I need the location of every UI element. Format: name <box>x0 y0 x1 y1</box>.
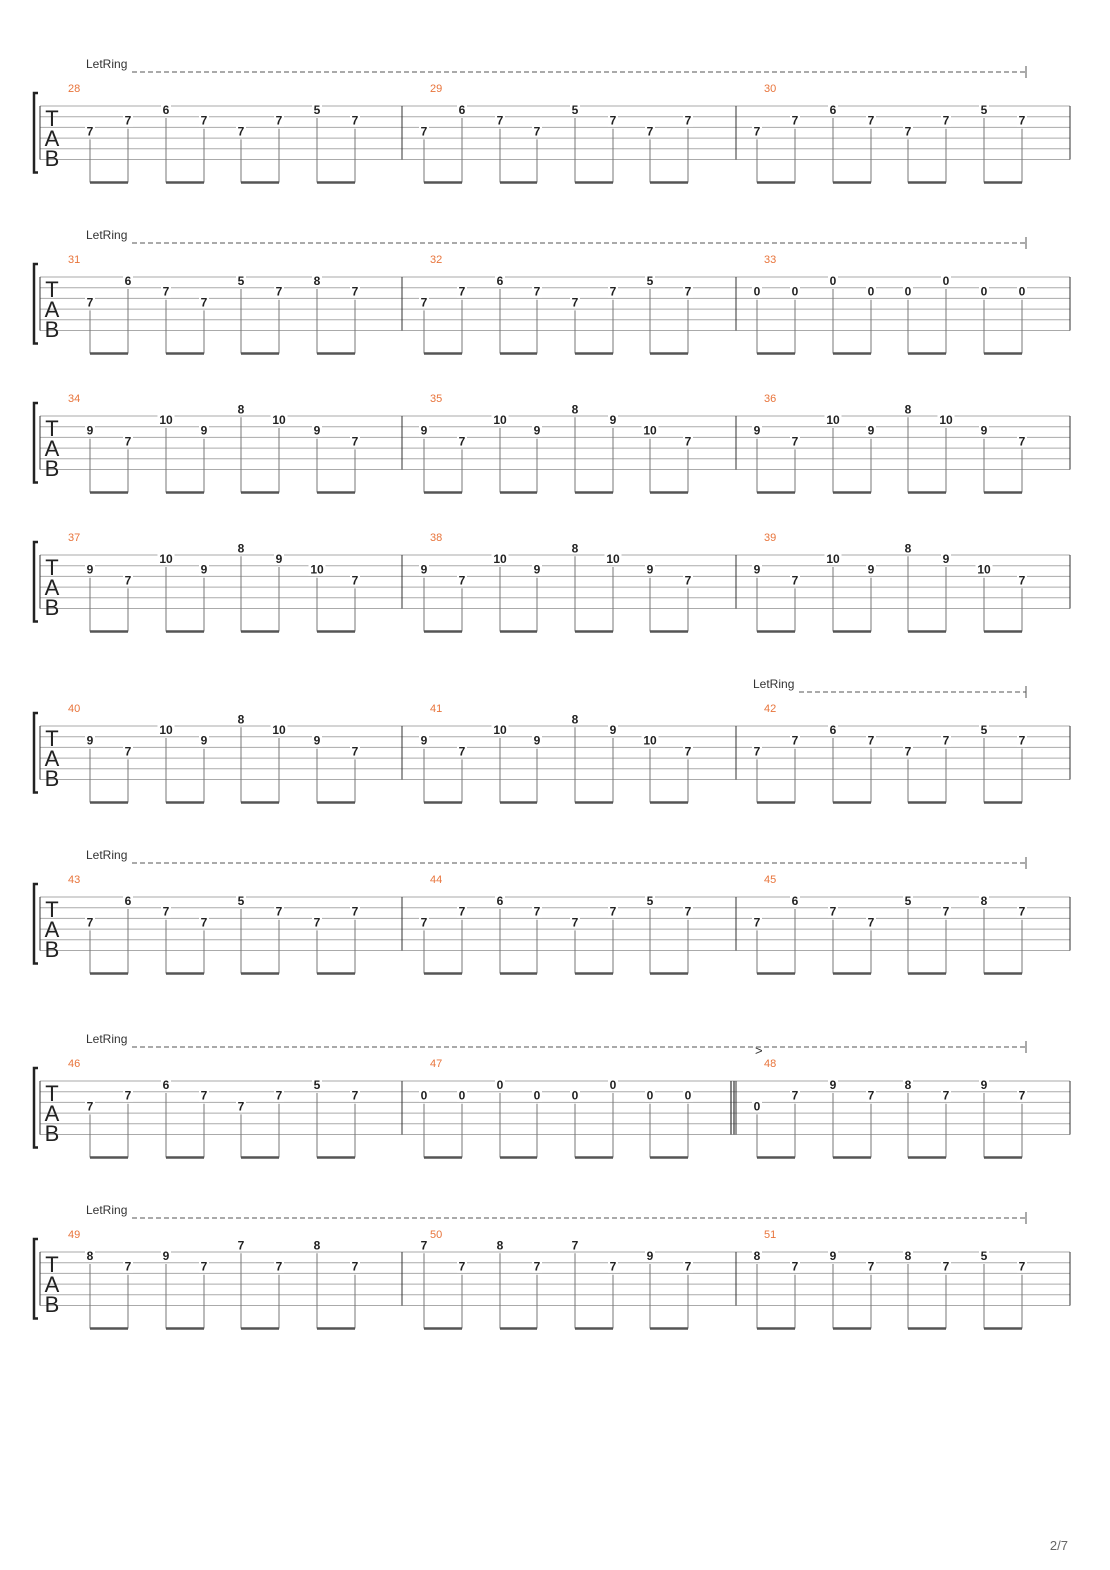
measure-number: 41 <box>430 703 443 715</box>
measure-number: 37 <box>68 532 81 544</box>
fret-number: 6 <box>791 894 799 908</box>
fret-number: 7 <box>571 295 579 310</box>
tab-clef-letter: B <box>44 595 60 620</box>
system-bracket <box>34 1239 38 1319</box>
fret-number: 9 <box>753 562 761 577</box>
fret-number: 7 <box>1018 573 1026 588</box>
tab-clef-letter: T <box>45 555 59 580</box>
fret-number: 7 <box>867 113 875 128</box>
measure-number: 31 <box>68 254 81 266</box>
fret-number: 9 <box>420 733 428 748</box>
fret-number: 8 <box>904 541 912 556</box>
tab-clef-letter: B <box>44 937 60 962</box>
fret-number: 10 <box>606 552 620 566</box>
fret-number: 7 <box>351 573 359 588</box>
fret-number: 7 <box>1018 1259 1026 1274</box>
fret-number: 9 <box>829 1249 837 1263</box>
fret-number: 7 <box>200 113 208 128</box>
fret-number: 8 <box>237 712 245 727</box>
fret-number: 7 <box>420 295 428 310</box>
measure-number: 48 <box>764 1058 777 1070</box>
fret-number: 0 <box>980 284 988 299</box>
fret-number: 7 <box>867 1088 875 1103</box>
measure-number: 43 <box>68 874 81 886</box>
tab-clef-letter: A <box>44 126 60 151</box>
system-bracket <box>34 403 38 483</box>
let-ring-label: LetRing <box>753 677 795 691</box>
measure-number: 51 <box>764 1229 777 1241</box>
fret-number: 5 <box>980 723 988 737</box>
fret-number: 5 <box>646 274 654 288</box>
tab-clef-letter: T <box>45 1081 59 1106</box>
fret-number: 5 <box>237 894 245 908</box>
fret-number: 7 <box>1018 113 1026 128</box>
tab-clef-letter: A <box>44 575 60 600</box>
fret-number: 7 <box>458 1259 466 1274</box>
fret-number: 8 <box>753 1249 761 1263</box>
fret-number: 7 <box>791 573 799 588</box>
fret-number: 6 <box>496 894 504 908</box>
tab-clef-letter: B <box>44 1292 60 1317</box>
fret-number: 7 <box>313 915 321 930</box>
fret-number: 8 <box>237 402 245 417</box>
fret-number: 0 <box>867 284 875 299</box>
fret-number: 7 <box>1018 904 1026 919</box>
fret-number: 7 <box>1018 733 1026 748</box>
measure-number: 40 <box>68 703 81 715</box>
fret-number: 8 <box>313 1238 321 1253</box>
fret-number: 0 <box>496 1078 504 1092</box>
fret-number: 7 <box>420 124 428 139</box>
fret-number: 6 <box>458 103 466 117</box>
fret-number: 10 <box>159 552 173 566</box>
fret-number: 7 <box>237 1099 245 1114</box>
tab-clef-letter: T <box>45 277 59 302</box>
fret-number: 9 <box>533 733 541 748</box>
fret-number: 7 <box>867 733 875 748</box>
fret-number: 10 <box>272 413 286 427</box>
tab-clef-letter: A <box>44 297 60 322</box>
fret-number: 0 <box>420 1088 428 1103</box>
fret-number: 10 <box>310 562 324 577</box>
measure-number: 45 <box>764 874 777 886</box>
measure-number: 36 <box>764 393 777 405</box>
tab-clef-letter: T <box>45 897 59 922</box>
fret-number: 7 <box>275 1259 283 1274</box>
fret-number: 9 <box>275 552 283 566</box>
measure-number: 33 <box>764 254 777 266</box>
fret-number: 9 <box>829 1078 837 1092</box>
measure-number: 35 <box>430 393 443 405</box>
tab-clef-letter: A <box>44 917 60 942</box>
fret-number: 9 <box>753 423 761 438</box>
fret-number: 7 <box>237 124 245 139</box>
fret-number: 7 <box>124 573 132 588</box>
fret-number: 7 <box>420 1238 428 1253</box>
fret-number: 10 <box>493 413 507 427</box>
fret-number: 6 <box>829 103 837 117</box>
fret-number: 7 <box>458 284 466 299</box>
fret-number: 7 <box>867 1259 875 1274</box>
fret-number: 7 <box>200 295 208 310</box>
let-ring-label: LetRing <box>86 228 128 242</box>
fret-number: 7 <box>684 1259 692 1274</box>
fret-number: 6 <box>124 274 132 288</box>
fret-number: 7 <box>162 284 170 299</box>
measure-number: 30 <box>764 83 777 95</box>
fret-number: 7 <box>684 904 692 919</box>
measure-number: 39 <box>764 532 777 544</box>
fret-number: 7 <box>351 1259 359 1274</box>
fret-number: 7 <box>124 1259 132 1274</box>
fret-number: 7 <box>684 113 692 128</box>
fret-number: 8 <box>571 541 579 556</box>
fret-number: 5 <box>980 103 988 117</box>
fret-number: 7 <box>904 744 912 759</box>
measure-number: 44 <box>430 874 443 886</box>
fret-number: 7 <box>420 915 428 930</box>
fret-number: 9 <box>200 423 208 438</box>
tab-clef-letter: B <box>44 1121 60 1146</box>
fret-number: 8 <box>86 1249 94 1263</box>
tab-clef-letter: T <box>45 726 59 751</box>
fret-number: 7 <box>791 113 799 128</box>
fret-number: 9 <box>420 562 428 577</box>
fret-number: 7 <box>200 1259 208 1274</box>
fret-number: 5 <box>904 894 912 908</box>
staff-system <box>34 57 1070 183</box>
system-bracket <box>34 884 38 964</box>
fret-number: 6 <box>124 894 132 908</box>
measure-number: 29 <box>430 83 443 95</box>
measure-number: 50 <box>430 1229 443 1241</box>
let-ring-label: LetRing <box>86 848 128 862</box>
fret-number: 7 <box>275 113 283 128</box>
staff-system <box>34 1203 1070 1329</box>
fret-number: 9 <box>980 423 988 438</box>
fret-number: 7 <box>86 295 94 310</box>
fret-number: 8 <box>571 402 579 417</box>
fret-number: 5 <box>313 1078 321 1092</box>
fret-number: 9 <box>86 423 94 438</box>
fret-number: 7 <box>609 113 617 128</box>
fret-number: 7 <box>753 915 761 930</box>
staff-system <box>34 677 1070 803</box>
fret-number: 0 <box>904 284 912 299</box>
fret-number: 8 <box>496 1238 504 1253</box>
fret-number: 7 <box>609 284 617 299</box>
fret-number: 0 <box>753 284 761 299</box>
fret-number: 9 <box>867 562 875 577</box>
fret-number: 7 <box>684 744 692 759</box>
measure-number: 38 <box>430 532 443 544</box>
tab-clef-letter: T <box>45 106 59 131</box>
measure-number: 49 <box>68 1229 81 1241</box>
staff-system <box>34 1032 1070 1158</box>
fret-number: 10 <box>643 423 657 438</box>
fret-number: 9 <box>313 423 321 438</box>
fret-number: 0 <box>684 1088 692 1103</box>
measure-number: 42 <box>764 703 777 715</box>
fret-number: 10 <box>272 723 286 737</box>
fret-number: 8 <box>571 712 579 727</box>
fret-number: 7 <box>609 904 617 919</box>
fret-number: 7 <box>496 113 504 128</box>
fret-number: 0 <box>458 1088 466 1103</box>
fret-number: 7 <box>904 124 912 139</box>
staff-system <box>34 228 1070 354</box>
fret-number: 8 <box>980 894 988 908</box>
fret-number: 9 <box>533 562 541 577</box>
fret-number: 7 <box>609 1259 617 1274</box>
fret-number: 5 <box>571 103 579 117</box>
fret-number: 7 <box>237 1238 245 1253</box>
fret-number: 7 <box>791 1088 799 1103</box>
tab-clef-letter: B <box>44 456 60 481</box>
system-bracket <box>34 1068 38 1148</box>
fret-number: 9 <box>86 562 94 577</box>
fret-number: 9 <box>533 423 541 438</box>
measure-number: 47 <box>430 1058 443 1070</box>
measure-number: 28 <box>68 83 81 95</box>
page-number: 2/7 <box>1049 1538 1068 1553</box>
fret-number: 10 <box>643 733 657 748</box>
fret-number: 10 <box>159 723 173 737</box>
fret-number: 7 <box>351 744 359 759</box>
fret-number: 7 <box>200 1088 208 1103</box>
fret-number: 9 <box>867 423 875 438</box>
fret-number: 7 <box>458 904 466 919</box>
fret-number: 7 <box>942 904 950 919</box>
fret-number: 0 <box>753 1099 761 1114</box>
fret-number: 7 <box>753 744 761 759</box>
fret-number: 9 <box>420 423 428 438</box>
tab-clef-letter: B <box>44 146 60 171</box>
fret-number: 7 <box>684 573 692 588</box>
fret-number: 9 <box>162 1249 170 1263</box>
fret-number: 0 <box>791 284 799 299</box>
fret-number: 7 <box>1018 434 1026 449</box>
fret-number: 7 <box>351 113 359 128</box>
fret-number: 7 <box>124 744 132 759</box>
fret-number: 7 <box>458 434 466 449</box>
fret-number: 9 <box>646 562 654 577</box>
fret-number: 5 <box>313 103 321 117</box>
fret-number: 7 <box>86 915 94 930</box>
tab-clef-letter: A <box>44 1101 60 1126</box>
fret-number: 9 <box>86 733 94 748</box>
fret-number: 7 <box>791 733 799 748</box>
fret-number: 9 <box>200 562 208 577</box>
fret-number: 0 <box>533 1088 541 1103</box>
measure-number: 46 <box>68 1058 81 1070</box>
fret-number: 9 <box>609 723 617 737</box>
fret-number: 7 <box>942 1088 950 1103</box>
tab-clef-letter: A <box>44 436 60 461</box>
accent-mark: > <box>755 1043 763 1058</box>
fret-number: 7 <box>791 434 799 449</box>
fret-number: 7 <box>684 434 692 449</box>
fret-number: 9 <box>646 1249 654 1263</box>
fret-number: 6 <box>162 1078 170 1092</box>
fret-number: 7 <box>124 434 132 449</box>
fret-number: 5 <box>237 274 245 288</box>
fret-number: 10 <box>159 413 173 427</box>
staff-system <box>34 532 1070 632</box>
fret-number: 7 <box>458 744 466 759</box>
fret-number: 7 <box>753 124 761 139</box>
fret-number: 7 <box>571 1238 579 1253</box>
staff-system <box>34 393 1070 493</box>
fret-number: 0 <box>571 1088 579 1103</box>
fret-number: 9 <box>200 733 208 748</box>
fret-number: 7 <box>275 284 283 299</box>
let-ring-label: LetRing <box>86 57 128 71</box>
fret-number: 7 <box>124 113 132 128</box>
fret-number: 8 <box>904 1249 912 1263</box>
fret-number: 9 <box>942 552 950 566</box>
fret-number: 7 <box>351 284 359 299</box>
fret-number: 7 <box>684 284 692 299</box>
fret-number: 7 <box>86 1099 94 1114</box>
fret-number: 0 <box>646 1088 654 1103</box>
fret-number: 7 <box>458 573 466 588</box>
fret-number: 6 <box>162 103 170 117</box>
measure-number: 34 <box>68 393 81 405</box>
fret-number: 6 <box>496 274 504 288</box>
let-ring-label: LetRing <box>86 1032 128 1046</box>
fret-number: 7 <box>646 124 654 139</box>
fret-number: 10 <box>826 413 840 427</box>
tab-clef-letter: B <box>44 317 60 342</box>
fret-number: 8 <box>237 541 245 556</box>
fret-number: 7 <box>571 915 579 930</box>
measure-number: 32 <box>430 254 443 266</box>
fret-number: 7 <box>533 284 541 299</box>
fret-number: 7 <box>533 124 541 139</box>
fret-number: 9 <box>609 413 617 427</box>
fret-number: 10 <box>939 413 953 427</box>
fret-number: 7 <box>829 904 837 919</box>
fret-number: 7 <box>1018 1088 1026 1103</box>
fret-number: 0 <box>942 274 950 288</box>
fret-number: 7 <box>942 1259 950 1274</box>
fret-number: 7 <box>533 904 541 919</box>
fret-number: 0 <box>609 1078 617 1092</box>
fret-number: 7 <box>942 113 950 128</box>
fret-number: 7 <box>124 1088 132 1103</box>
system-bracket <box>34 542 38 622</box>
fret-number: 7 <box>275 1088 283 1103</box>
fret-number: 7 <box>351 434 359 449</box>
fret-number: 0 <box>829 274 837 288</box>
system-bracket <box>34 264 38 344</box>
fret-number: 7 <box>533 1259 541 1274</box>
fret-number: 7 <box>351 904 359 919</box>
fret-number: 7 <box>275 904 283 919</box>
tab-clef-letter: A <box>44 1272 60 1297</box>
system-bracket <box>34 93 38 173</box>
system-bracket <box>34 713 38 793</box>
fret-number: 7 <box>162 904 170 919</box>
tab-clef-letter: A <box>44 746 60 771</box>
fret-number: 10 <box>826 552 840 566</box>
fret-number: 9 <box>313 733 321 748</box>
fret-number: 10 <box>977 562 991 577</box>
fret-number: 7 <box>351 1088 359 1103</box>
fret-number: 7 <box>867 915 875 930</box>
fret-number: 7 <box>200 915 208 930</box>
fret-number: 9 <box>980 1078 988 1092</box>
fret-number: 6 <box>829 723 837 737</box>
fret-number: 8 <box>904 402 912 417</box>
fret-number: 8 <box>313 274 321 288</box>
tab-clef-letter: T <box>45 416 59 441</box>
fret-number: 7 <box>942 733 950 748</box>
tab-clef-letter: T <box>45 1252 59 1277</box>
fret-number: 0 <box>1018 284 1026 299</box>
fret-number: 5 <box>980 1249 988 1263</box>
fret-number: 8 <box>904 1078 912 1092</box>
staff-system <box>34 848 1070 974</box>
tab-clef-letter: B <box>44 766 60 791</box>
fret-number: 5 <box>646 894 654 908</box>
fret-number: 7 <box>86 124 94 139</box>
fret-number: 10 <box>493 723 507 737</box>
let-ring-label: LetRing <box>86 1203 128 1217</box>
fret-number: 10 <box>493 552 507 566</box>
fret-number: 7 <box>791 1259 799 1274</box>
